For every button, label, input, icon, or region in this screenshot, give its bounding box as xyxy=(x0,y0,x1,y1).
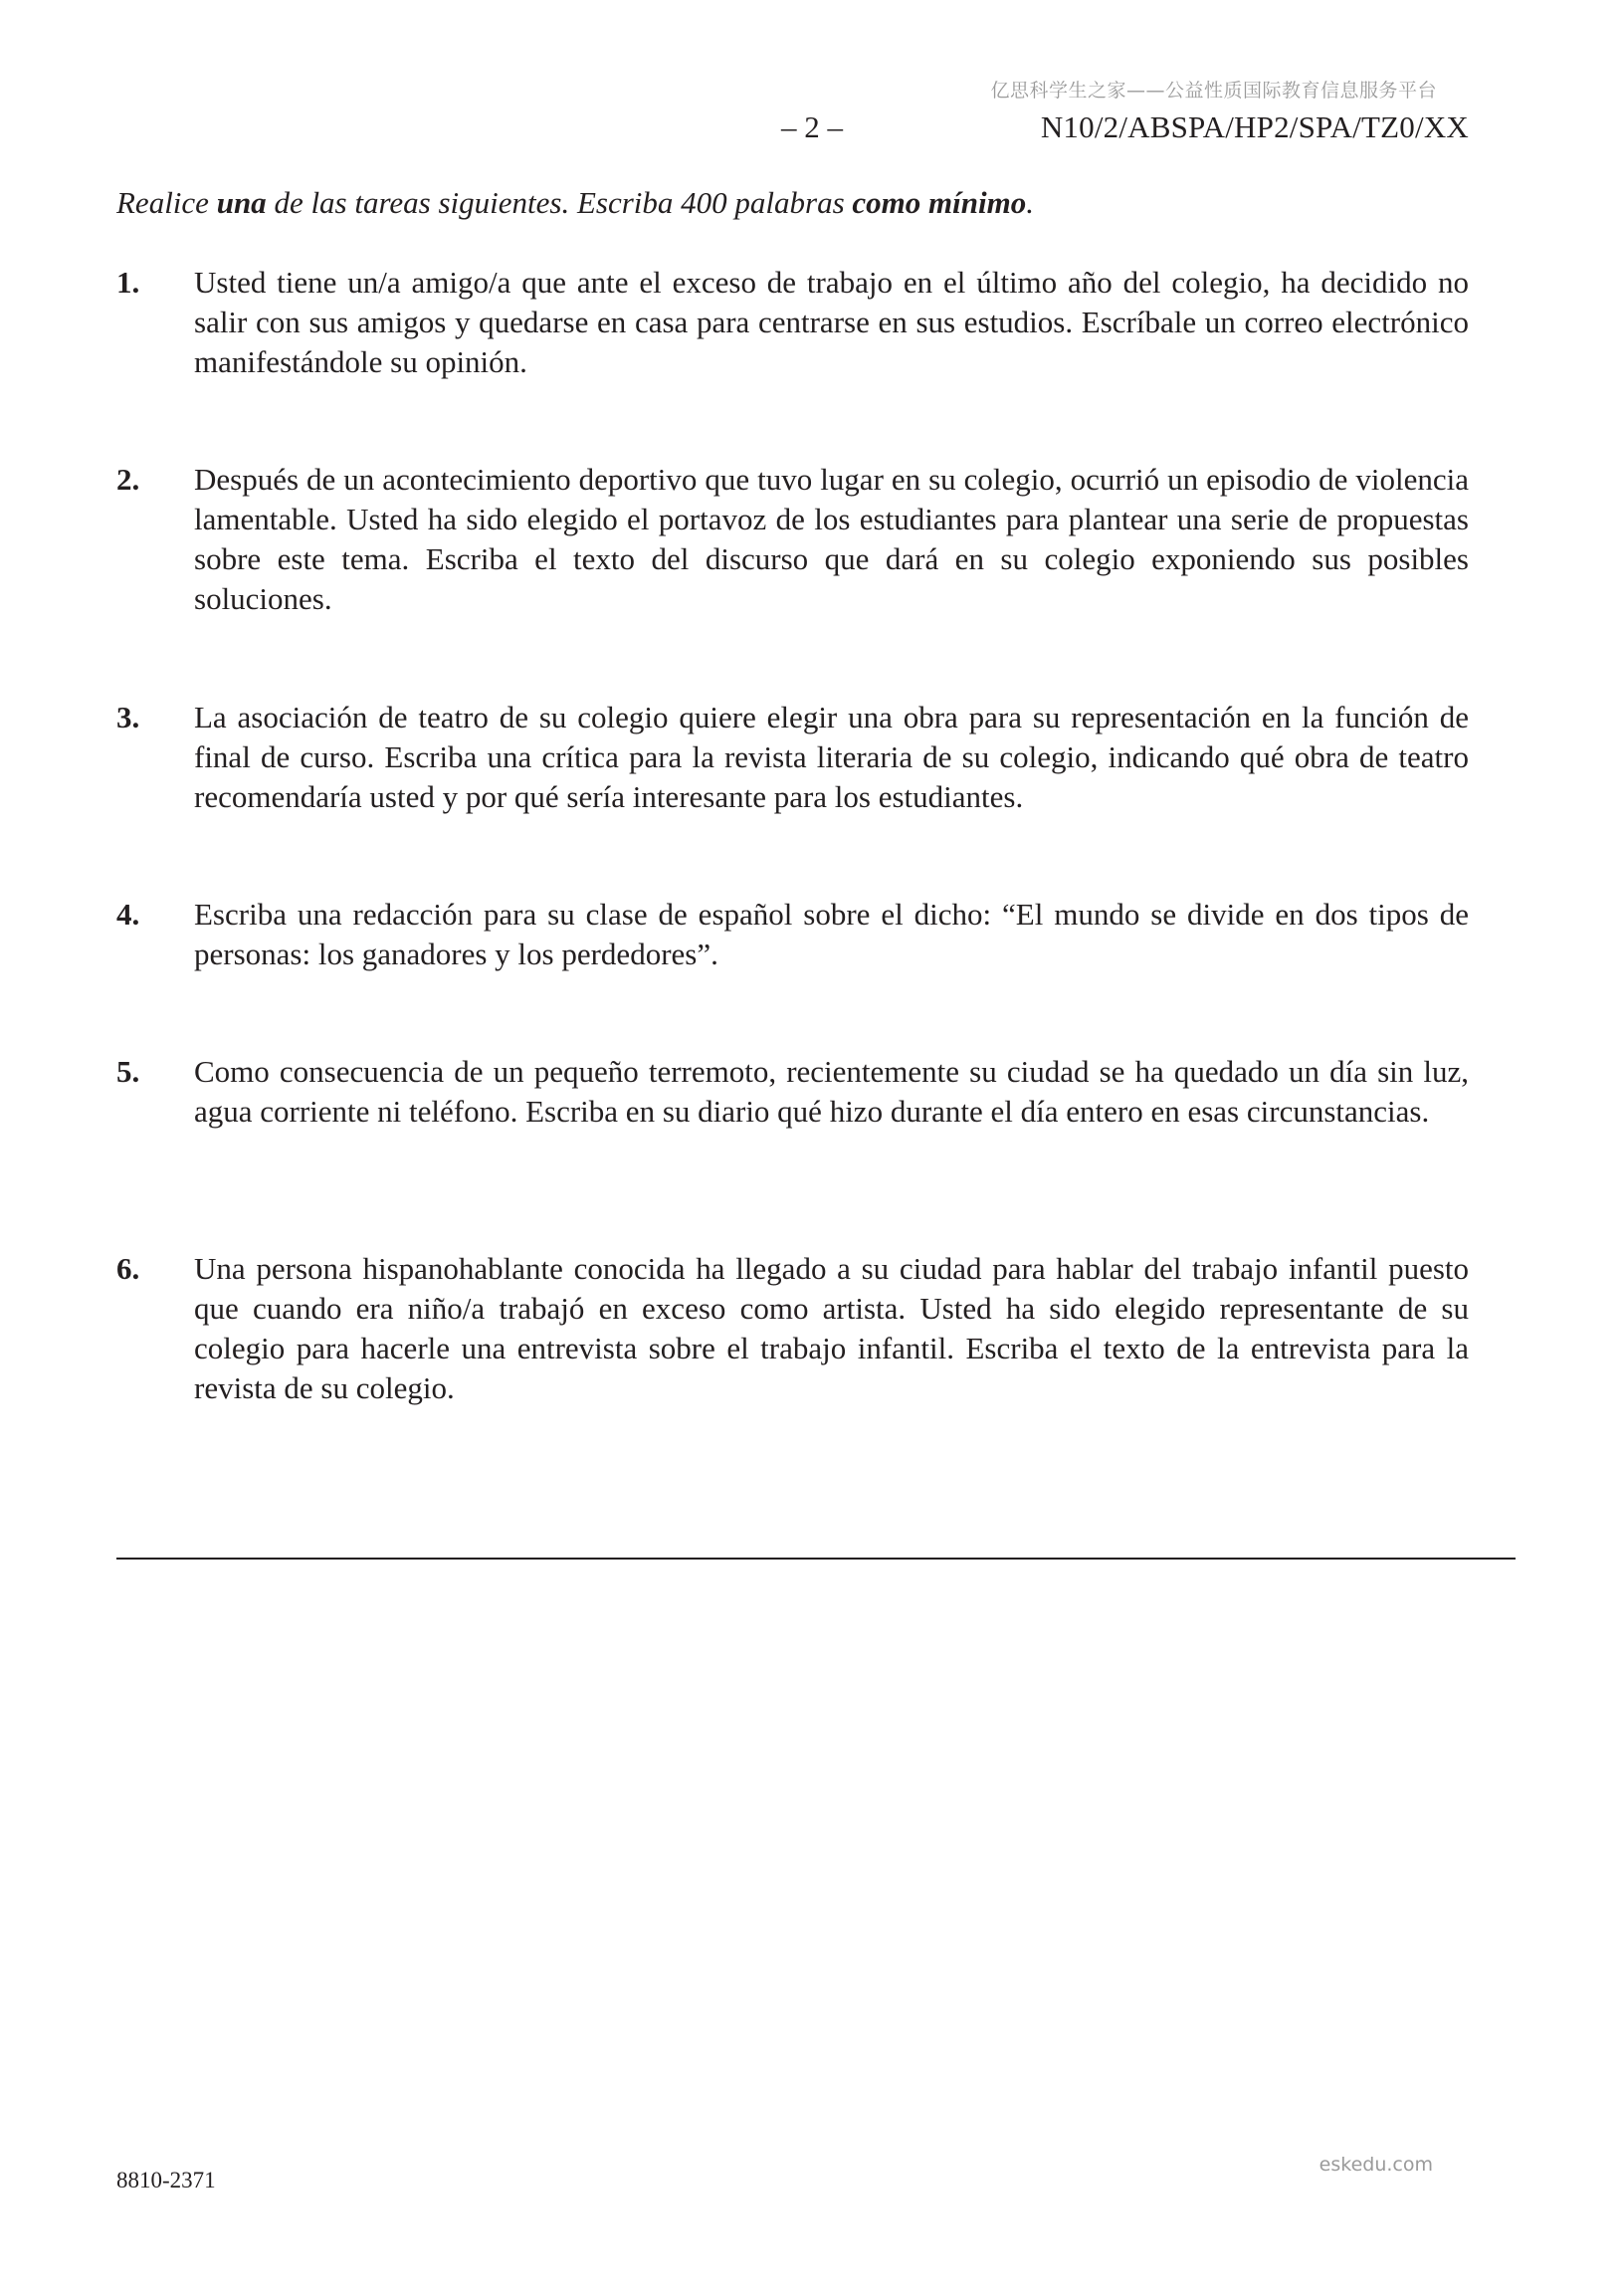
task-item xyxy=(116,1249,1469,1408)
task-item xyxy=(116,1052,1469,1132)
instructions-part-2: de las tareas siguientes. Escriba 400 palabras xyxy=(266,185,853,220)
footer-code: 8810-2371 xyxy=(116,2168,216,2192)
document-code: N10/2/ABSPA/HP2/SPA/TZ0/XX xyxy=(1040,109,1469,144)
task-number: 2. xyxy=(116,462,140,497)
task-item xyxy=(116,263,1469,382)
task-text: Escriba una redacción para su clase de español sobre el dicho: “El mundo se divide en dos tipos de personas: los ganadores y los perdedores”. xyxy=(194,897,1469,971)
task-text: Una persona hispanohablante conocida ha llegado a su ciudad para hablar del trabajo infantil puesto que cuando era niño/a trabajó en exceso como artista. Usted ha sido elegido representante de su colegio para hacerle una entrevista sobre el trabajo infantil. Escriba el texto de la entrevista para la revista de su colegio. xyxy=(194,1251,1469,1405)
task-number: 3. xyxy=(116,700,140,734)
instructions xyxy=(116,185,1034,221)
watermark-text: 亿思科学生之家——公益性质国际教育信息服务平台 xyxy=(990,80,1437,102)
instructions-part-1: Realice xyxy=(116,185,217,220)
instructions-emphasis-one: una xyxy=(216,185,267,220)
site-watermark: eskedu.com xyxy=(1319,2154,1433,2176)
task-text: La asociación de teatro de su colegio quiere elegir una obra para su representación en la función de final de curso. Escriba una crítica para la revista literaria de su colegio, indicando qué obra de teatro recomendaría usted y por qué sería interesante para los estudiantes. xyxy=(194,700,1469,814)
instructions-emphasis-minimum: como mínimo xyxy=(852,185,1027,220)
task-number: 1. xyxy=(116,265,140,300)
task-number: 4. xyxy=(116,897,140,932)
task-text: Después de un acontecimiento deportivo que tuvo lugar en su colegio, ocurrió un episodio de violencia lamentable. Usted ha sido elegido el portavoz de los estudiantes para plantear una serie de propuestas sobre este tema. Escriba el texto del discurso que dará en su colegio exponiendo sus posibles soluciones. xyxy=(194,462,1469,616)
task-item xyxy=(116,698,1469,817)
task-item xyxy=(116,895,1469,974)
task-text: Como consecuencia de un pequeño terremoto, recientemente su ciudad se ha quedado un día sin luz, agua corriente ni teléfono. Escriba en su diario qué hizo durante el día entero en esas circunstancias. xyxy=(194,1054,1469,1129)
task-number: 5. xyxy=(116,1054,140,1089)
page-number: – 2 – xyxy=(781,109,843,144)
task-text: Usted tiene un/a amigo/a que ante el exceso de trabajo en el último año del colegio, ha decidido no salir con sus amigos y quedarse en casa para centrarse en sus estudios. Escríbale un correo electrónico manifestándole su opinión. xyxy=(194,265,1469,379)
task-number: 6. xyxy=(116,1251,140,1286)
task-item xyxy=(116,460,1469,619)
end-rule xyxy=(116,1558,1516,1560)
instructions-part-3: . xyxy=(1026,185,1034,220)
